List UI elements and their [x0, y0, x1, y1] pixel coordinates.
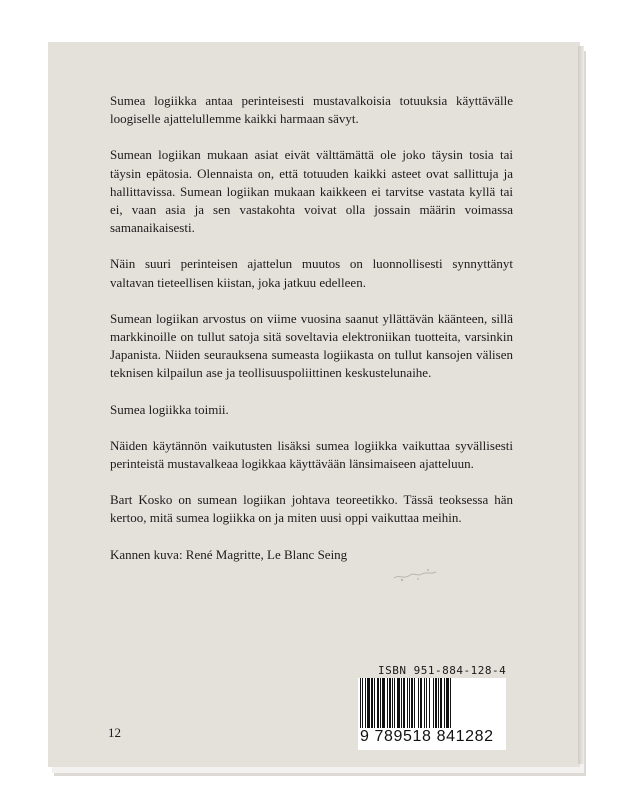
- barcode-bar: [440, 678, 442, 728]
- barcode-bar: [401, 678, 402, 728]
- barcode-bar: [380, 678, 381, 728]
- barcode-bar: [403, 678, 405, 728]
- barcode-bar: [407, 678, 408, 728]
- barcode-bar: [394, 678, 395, 728]
- barcode-bar: [438, 678, 439, 728]
- blurb-paragraph-5: Sumea logiikka toimii.: [110, 401, 229, 417]
- barcode-bar: [435, 678, 437, 728]
- barcode-bar: [446, 678, 449, 728]
- barcode-bar: [426, 678, 427, 728]
- blurb-text: [110, 92, 513, 582]
- barcode-bar: [444, 678, 445, 728]
- barcode-bar: [414, 678, 415, 728]
- blurb-paragraph-1: Sumea logiikka antaa perinteisesti mustavalkoisia totuuksia käyttävälle loogiselle ajattelullemme kaikki harmaan sävyt.: [110, 93, 513, 127]
- smudge-mark: [392, 566, 438, 584]
- barcode-bar: [367, 678, 370, 728]
- barcode-bar: [382, 678, 385, 728]
- barcode-bar: [360, 678, 361, 728]
- barcode-bar: [411, 678, 413, 728]
- barcode-bar: [365, 678, 366, 728]
- page-number: 12: [108, 725, 121, 740]
- blurb-paragraph-4: Sumean logiikan arvostus on viime vuosina saanut yllättävän käänteen, sillä markkinoille on tullut satoja sitä soveltavia elektroniikan tuotteita, varsinkin Japanista. Niiden seurauksena sumeasta logiikasta on tullut kansojen välisen teknisen kilpailun ase ja teollisuuspoliittinen keskustelunaihe.: [110, 310, 513, 381]
- cover-image-credit: Kannen kuva: René Magritte, Le Blanc Seing: [110, 546, 348, 562]
- barcode-bar: [371, 678, 373, 728]
- barcode-bar: [362, 678, 363, 728]
- barcode-bar: [389, 678, 391, 728]
- barcode-bar: [377, 678, 379, 728]
- barcode-bar: [409, 678, 410, 728]
- isbn-label: ISBN 951-884-128-4: [378, 664, 507, 677]
- blurb-paragraph-3: Näin suuri perinteisen ajattelun muutos on luonnollisesti synnyttänyt valtavan tieteellisen kiistan, joka jatkuu edelleen.: [110, 256, 513, 290]
- blurb-paragraph-2: Sumean logiikan mukaan asiat eivät välttämättä ole joko täysin tosia tai täysin epätosia. Olennaista on, että totuuden kaikki asteet ovat sallittuja ja hallittavissa. Sumean logiikan mukaan kaikkeen ei tarvitse vastata kyllä tai ei, vaan asia ja sen vastakohta voivat olla jossain määrin voimassa samanaikaisesti.: [110, 147, 513, 236]
- barcode-bar: [374, 678, 375, 728]
- barcode-digits: 9 789518 841282: [360, 728, 504, 746]
- blurb-paragraph-6: Näiden käytännön vaikutusten lisäksi sumea logiikka vaikuttaa syvällisesti perinteistä mustavalkeaa logikkaa käyttävään länsimaiseen ajatteluun.: [110, 437, 513, 472]
- barcode-bar: [418, 678, 419, 728]
- barcode-bar: [387, 678, 388, 728]
- cover-edge-shadow: [578, 46, 584, 764]
- blurb-paragraph-7: Bart Kosko on sumean logiikan johtava teoreetikko. Tässä teoksessa hän kertoo, mitä sumea logiikka on ja miten uusi oppi vaikuttaa meihin.: [110, 492, 513, 526]
- barcode-bar: [429, 678, 430, 728]
- barcode-bar: [433, 678, 434, 728]
- barcode-bar: [397, 678, 400, 728]
- barcode-bar: [392, 678, 393, 728]
- barcode-bar: [420, 678, 422, 728]
- barcode-bars: [358, 678, 506, 728]
- barcode-bar: [424, 678, 425, 728]
- barcode-bar: [450, 678, 451, 728]
